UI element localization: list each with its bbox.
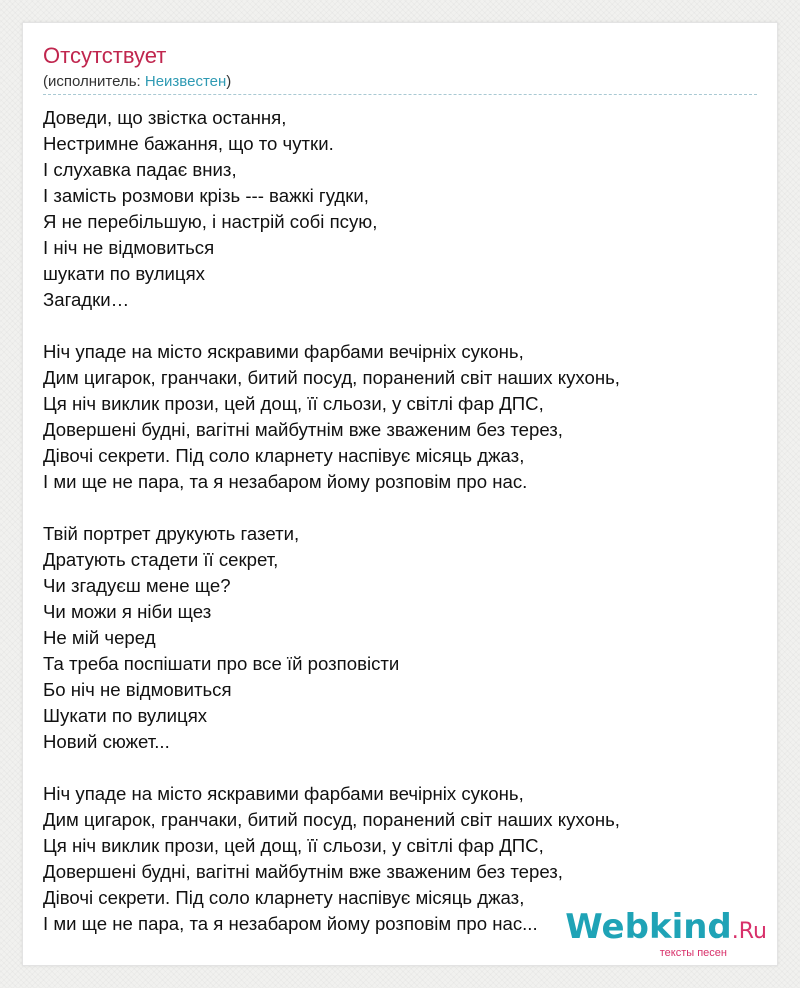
lyric-line: І слухавка падає вниз, xyxy=(43,159,237,180)
lyric-line: Дим цигарок, гранчаки, битий посуд, поранений світ наших кухонь, xyxy=(43,367,620,388)
stanza-2 xyxy=(43,339,743,495)
artist-link[interactable]: Неизвестен xyxy=(144,73,227,90)
lyric-line: І ніч не відмовиться xyxy=(43,237,215,258)
artist-suffix: ) xyxy=(226,73,232,90)
lyrics-card xyxy=(22,22,778,966)
lyric-line: Ніч упаде на місто яскравими фарбами вечірніх суконь, xyxy=(43,783,524,804)
lyric-line: Бо ніч не відмовиться xyxy=(43,679,232,700)
watermark xyxy=(555,909,771,961)
title-divider xyxy=(43,94,757,95)
lyric-line: Довершені будні, вагітні майбутнім вже зваженим без терез, xyxy=(43,861,563,882)
lyric-line: Ця ніч виклик прози, цей дощ, її сльози, у світлі фар ДПС, xyxy=(43,393,544,414)
lyric-line: Шукати по вулицях xyxy=(43,705,208,726)
lyric-line: І ми ще не пара, та я незабаром йому розповім про нас... xyxy=(43,913,538,934)
lyric-line: Доведи, що звістка остання, xyxy=(43,107,287,128)
lyric-line: Дратують стадети її секрет, xyxy=(43,549,279,570)
lyric-line: Довершені будні, вагітні майбутнім вже зваженим без терез, xyxy=(43,419,563,440)
lyric-line: Загадки… xyxy=(43,289,130,310)
watermark-logo xyxy=(565,909,767,950)
lyric-line: Ця ніч виклик прози, цей дощ, її сльози, у світлі фар ДПС, xyxy=(43,835,544,856)
lyric-line: Ніч упаде на місто яскравими фарбами вечірніх суконь, xyxy=(43,341,524,362)
lyric-line: І ми ще не пара, та я незабаром йому розповім про нас. xyxy=(43,471,528,492)
lyric-line: Новий сюжет... xyxy=(43,731,170,752)
lyric-line: Я не перебільшую, і настрій собі псую, xyxy=(43,211,378,232)
song-title: Отсутствует xyxy=(43,43,167,68)
lyric-line: Нестримне бажання, що то чутки. xyxy=(43,133,334,154)
watermark-tld: .Ru xyxy=(731,919,767,944)
stanza-1 xyxy=(43,105,743,313)
lyric-line: Твій портрет друкують газети, xyxy=(43,523,300,544)
lyrics-body xyxy=(43,105,743,963)
lyric-line: Дим цигарок, гранчаки, битий посуд, поранений світ наших кухонь, xyxy=(43,809,620,830)
artist-line xyxy=(43,73,231,91)
lyric-line: Чи згадуєш мене ще? xyxy=(43,575,231,596)
lyric-line: Дівочі секрети. Під соло кларнету наспівує місяць джаз, xyxy=(43,887,525,908)
watermark-tagline: тексты песен xyxy=(659,947,727,959)
watermark-brand: Webkind xyxy=(565,907,732,947)
artist-prefix: (исполнитель: xyxy=(43,73,145,90)
lyric-line: Та треба поспішати про все їй розповісти xyxy=(43,653,400,674)
lyric-line: шукати по вулицях xyxy=(43,263,205,284)
lyric-line: Чи можи я ніби щез xyxy=(43,601,212,622)
lyric-line: І замість розмови крізь --- важкі гудки, xyxy=(43,185,369,206)
stanza-3 xyxy=(43,521,743,755)
lyric-line: Дівочі секрети. Під соло кларнету наспівує місяць джаз, xyxy=(43,445,525,466)
lyric-line: Не мій черед xyxy=(43,627,156,648)
